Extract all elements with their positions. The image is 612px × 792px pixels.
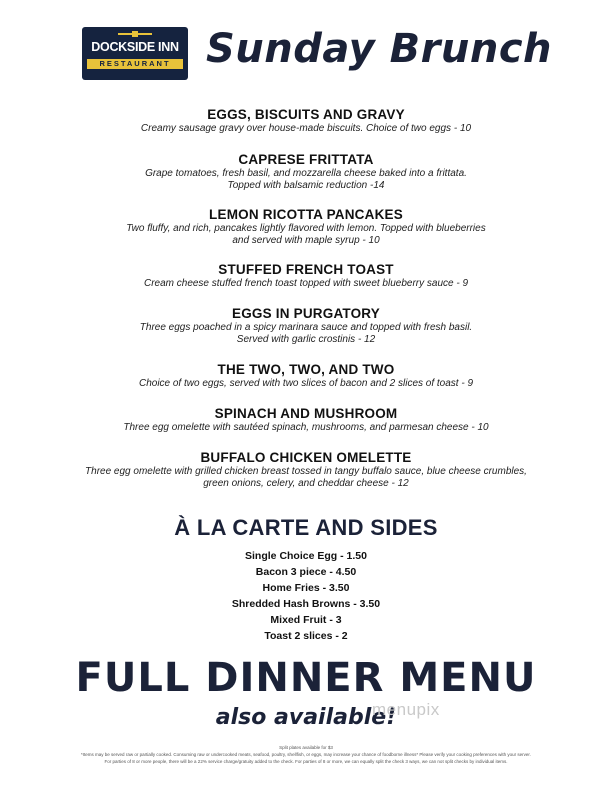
menu-item-desc: Served with garlic crostinis - 12	[236, 333, 376, 345]
side-item: Toast 2 slices - 2	[264, 630, 348, 642]
menu-item	[60, 449, 552, 489]
side-item: Home Fries - 3.50	[262, 582, 350, 594]
logo-subtitle: RESTAURANT	[87, 59, 183, 69]
menu-item-name: THE TWO, TWO, AND TWO	[217, 362, 395, 377]
menu-item	[60, 151, 552, 191]
menu-item-desc: Three eggs poached in a spicy marinara sauce and topped with fresh basil.	[139, 322, 473, 333]
menu-item	[60, 261, 552, 290]
menu-item-desc: Choice of two eggs, served with two slices of bacon and 2 slices of toast - 9	[138, 378, 474, 389]
menu-item-desc: Three egg omelette with grilled chicken breast tossed in tangy buffalo sauce, blue cheese crumbles,	[85, 466, 527, 477]
side-item: Bacon 3 piece - 4.50	[255, 566, 357, 578]
menu-item-desc: Cream cheese stuffed french toast topped with sweet blueberry sauce - 9	[143, 278, 469, 289]
menu-item-name: CAPRESE FRITTATA	[238, 152, 374, 167]
footer-disclaimer: *Items may be served raw or partially cooked. Consuming raw or undercooked meats, seafood, poultry, shellfish, or eggs, may increase your chance of foodborne illness* Please verify your cooking preferences with your server.	[81, 752, 531, 757]
side-item: Shredded Hash Browns - 3.50	[231, 598, 381, 610]
menu-item-name: LEMON RICOTTA PANCAKES	[209, 207, 403, 222]
menu-item-desc: Grape tomatoes, fresh basil, and mozzarella cheese baked into a frittata.	[145, 168, 467, 179]
menu-item-desc: Three egg omelette with sautéed spinach, mushrooms, and parmesan cheese - 10	[123, 422, 489, 433]
side-item: Single Choice Egg - 1.50	[245, 550, 367, 562]
menu-item	[60, 405, 552, 434]
menu-item-name: STUFFED FRENCH TOAST	[218, 262, 394, 277]
menu-item	[60, 361, 552, 390]
menu-item	[60, 106, 552, 135]
menu-item-name: EGGS, BISCUITS AND GRAVY	[207, 107, 405, 122]
menu-item-desc: Creamy sausage gravy over house-made biscuits. Choice of two eggs - 10	[140, 123, 472, 134]
menu-item-desc: Two fluffy, and rich, pancakes lightly flavored with lemon. Topped with blueberries	[126, 223, 486, 234]
restaurant-logo	[82, 27, 188, 80]
menu-item-name: SPINACH AND MUSHROOM	[214, 406, 398, 421]
menu-item-desc: Topped with balsamic reduction -14	[227, 179, 385, 191]
footer-note: Split plates available for $3	[279, 745, 333, 750]
side-item: Mixed Fruit - 3	[270, 614, 342, 626]
sides-list	[0, 548, 612, 644]
header	[0, 26, 612, 86]
page-title: Sunday Brunch	[206, 26, 553, 72]
footer-party-policy: For parties of 8 or more people, there will be a 22% service charge/gratuity added to the check. For parties of 8 or more, we can equally split the check 3 ways, we can not split checks by individual items.	[104, 759, 508, 764]
menu-item	[60, 305, 552, 345]
menu-item	[60, 206, 552, 246]
also-available-text: also available!	[215, 705, 397, 730]
logo-name: DOCKSIDE INN	[91, 40, 179, 54]
full-dinner-menu-heading: FULL DINNER MENU	[75, 655, 537, 701]
menu-item-name: BUFFALO CHICKEN OMELETTE	[200, 450, 412, 465]
sides-heading: À LA CARTE AND SIDES	[174, 515, 438, 540]
watermark: menupix	[372, 700, 440, 719]
menu-item-desc: and served with maple syrup - 10	[232, 234, 380, 246]
crown-icon	[118, 31, 152, 37]
menu-item-desc: green onions, celery, and cheddar cheese - 12	[203, 477, 409, 489]
menu-item-name: EGGS IN PURGATORY	[232, 306, 380, 321]
